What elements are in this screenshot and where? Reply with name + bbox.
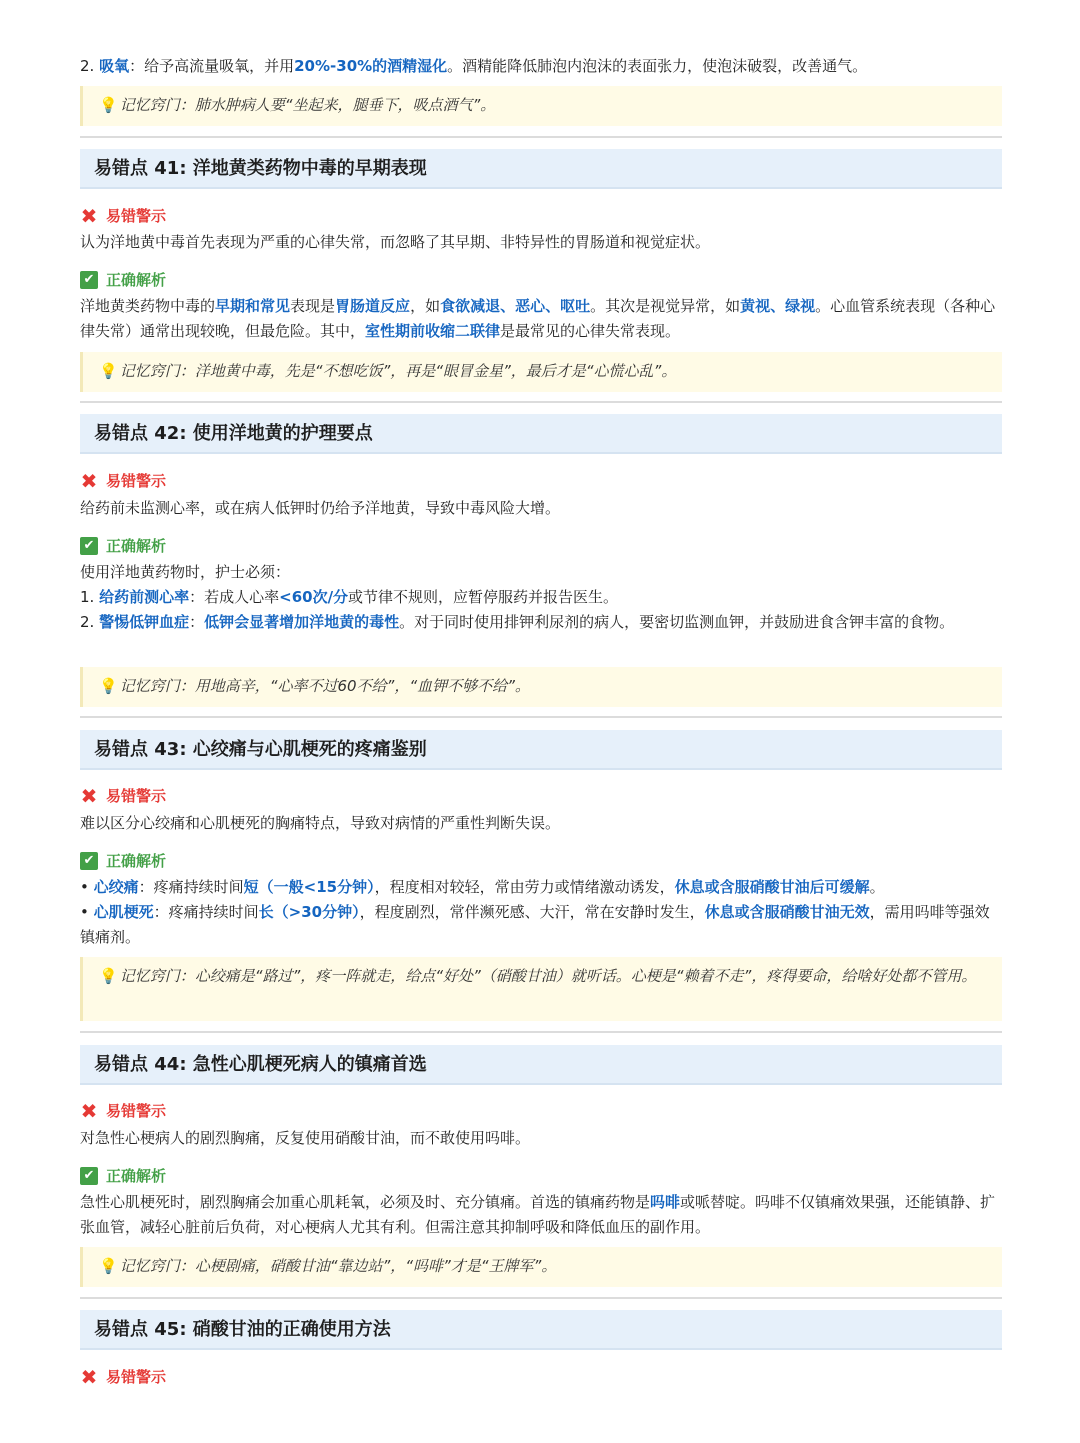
- cross-icon: ✖: [80, 1365, 98, 1389]
- memory-tip: 💡 记忆窍门：肺水肿病人要“坐起来，腿垂下，吸点酒气”。: [80, 86, 1002, 126]
- section-title-44: 易错点 44: 急性心肌梗死病人的镇痛首选: [80, 1045, 1002, 1085]
- right-label: ✔ 正确解析: [80, 534, 1002, 558]
- lightbulb-icon: 💡: [99, 1257, 118, 1275]
- right-intro: 使用洋地黄药物时，护士必须：: [80, 563, 291, 581]
- wrong-text: 难以区分心绞痛和心肌梗死的胸痛特点，导致对病情的严重性判断失误。: [80, 814, 561, 832]
- lightbulb-icon: 💡: [99, 677, 118, 695]
- checkbox-check-icon: ✔: [80, 852, 98, 870]
- section-title-43: 易错点 43: 心绞痛与心肌梗死的疼痛鉴别: [80, 730, 1002, 770]
- cross-icon: ✖: [80, 469, 98, 493]
- wrong-text: 给药前未监测心率，或在病人低钾时仍给予洋地黄，导致中毒风险大增。: [80, 499, 561, 517]
- memory-tip: 💡 记忆窍门：洋地黄中毒，先是“不想吃饭”，再是“眼冒金星”，最后才是“心慌心乱”。: [80, 352, 1002, 392]
- divider: [80, 1031, 1002, 1033]
- lightbulb-icon: 💡: [99, 362, 118, 380]
- wrong-label: ✖ 易错警示: [80, 204, 167, 228]
- list-item: • 心肌梗死：疼痛持续时间长（>30分钟），程度剧烈，常伴濒死感、大汗，常在安静时发生，休息或含服硝酸甘油无效，需用吗啡等强效镇痛剂。: [80, 903, 990, 946]
- right-label: ✔ 正确解析: [80, 849, 1002, 873]
- wrong-text: 认为洋地黄中毒首先表现为严重的心律失常，而忽略了其早期、非特异性的胃肠道和视觉症状。: [80, 233, 711, 251]
- right-text: 急性心肌梗死时，剧烈胸痛会加重心肌耗氧，必须及时、充分镇痛。首选的镇痛药物是吗啡或哌替啶。吗啡不仅镇痛效果强，还能镇静、扩张血管，减轻心脏前后负荷，对心梗病人尤其有利。但需注意其抑制呼吸和降低血压的副作用。: [80, 1193, 996, 1236]
- divider: [80, 716, 1002, 718]
- section-title-45: 易错点 45: 硝酸甘油的正确使用方法: [80, 1310, 1002, 1350]
- section-title-42: 易错点 42: 使用洋地黄的护理要点: [80, 414, 1002, 454]
- checkbox-check-icon: ✔: [80, 271, 98, 289]
- right-label: ✔ 正确解析: [80, 268, 1002, 292]
- divider: [80, 136, 1002, 138]
- right-text: 洋地黄类药物中毒的早期和常见表现是胃肠道反应，如食欲减退、恶心、呕吐。其次是视觉异常，如黄视、绿视。心血管系统表现（各种心律失常）通常出现较晚，但最危险。其中，室性期前收缩二联律是最常见的心律失常表现。: [80, 297, 996, 340]
- cross-icon: ✖: [80, 784, 98, 808]
- wrong-label: ✖ 易错警示: [80, 1365, 167, 1389]
- wrong-text: 对急性心梗病人的剧烈胸痛，反复使用硝酸甘油，而不敢使用吗啡。: [80, 1129, 531, 1147]
- right-label: ✔ 正确解析: [80, 1164, 1002, 1188]
- checkbox-check-icon: ✔: [80, 537, 98, 555]
- lightbulb-icon: 💡: [99, 967, 118, 985]
- list-item: 2. 警惕低钾血症：低钾会显著增加洋地黄的毒性。对于同时使用排钾利尿剂的病人，要密切监测血钾，并鼓励进食含钾丰富的食物。: [80, 613, 955, 631]
- cross-icon: ✖: [80, 204, 98, 228]
- cross-icon: ✖: [80, 1099, 98, 1123]
- divider: [80, 401, 1002, 403]
- wrong-label: ✖ 易错警示: [80, 469, 167, 493]
- memory-tip: 💡 记忆窍门：心绞痛是“路过”，疼一阵就走，给点“好处”（硝酸甘油）就听话。心梗是“赖着不走”，疼得要命，给啥好处都不管用。: [80, 957, 1002, 1021]
- wrong-label: ✖ 易错警示: [80, 784, 167, 808]
- intro-item: 2. 吸氧：给予高流量吸氧，并用20%-30%的酒精湿化。酒精能降低肺泡内泡沫的表面张力，使泡沫破裂，改善通气。: [80, 57, 868, 75]
- memory-tip: 💡 记忆窍门：心梗剧痛，硝酸甘油“靠边站”，“吗啡”才是“王牌军”。: [80, 1247, 1002, 1287]
- memory-tip: 💡 记忆窍门：用地高辛，“心率不过60不给”，“血钾不够不给”。: [80, 667, 1002, 707]
- divider: [80, 1297, 1002, 1299]
- section-title-41: 易错点 41: 洋地黄类药物中毒的早期表现: [80, 149, 1002, 189]
- list-item: • 心绞痛：疼痛持续时间短（一般<15分钟），程度相对较轻，常由劳力或情绪激动诱发，休息或含服硝酸甘油后可缓解。: [80, 878, 885, 896]
- list-item: 1. 给药前测心率：若成人心率<60次/分或节律不规则，应暂停服药并报告医生。: [80, 588, 619, 606]
- wrong-label: ✖ 易错警示: [80, 1099, 167, 1123]
- checkbox-check-icon: ✔: [80, 1167, 98, 1185]
- lightbulb-icon: 💡: [99, 96, 118, 114]
